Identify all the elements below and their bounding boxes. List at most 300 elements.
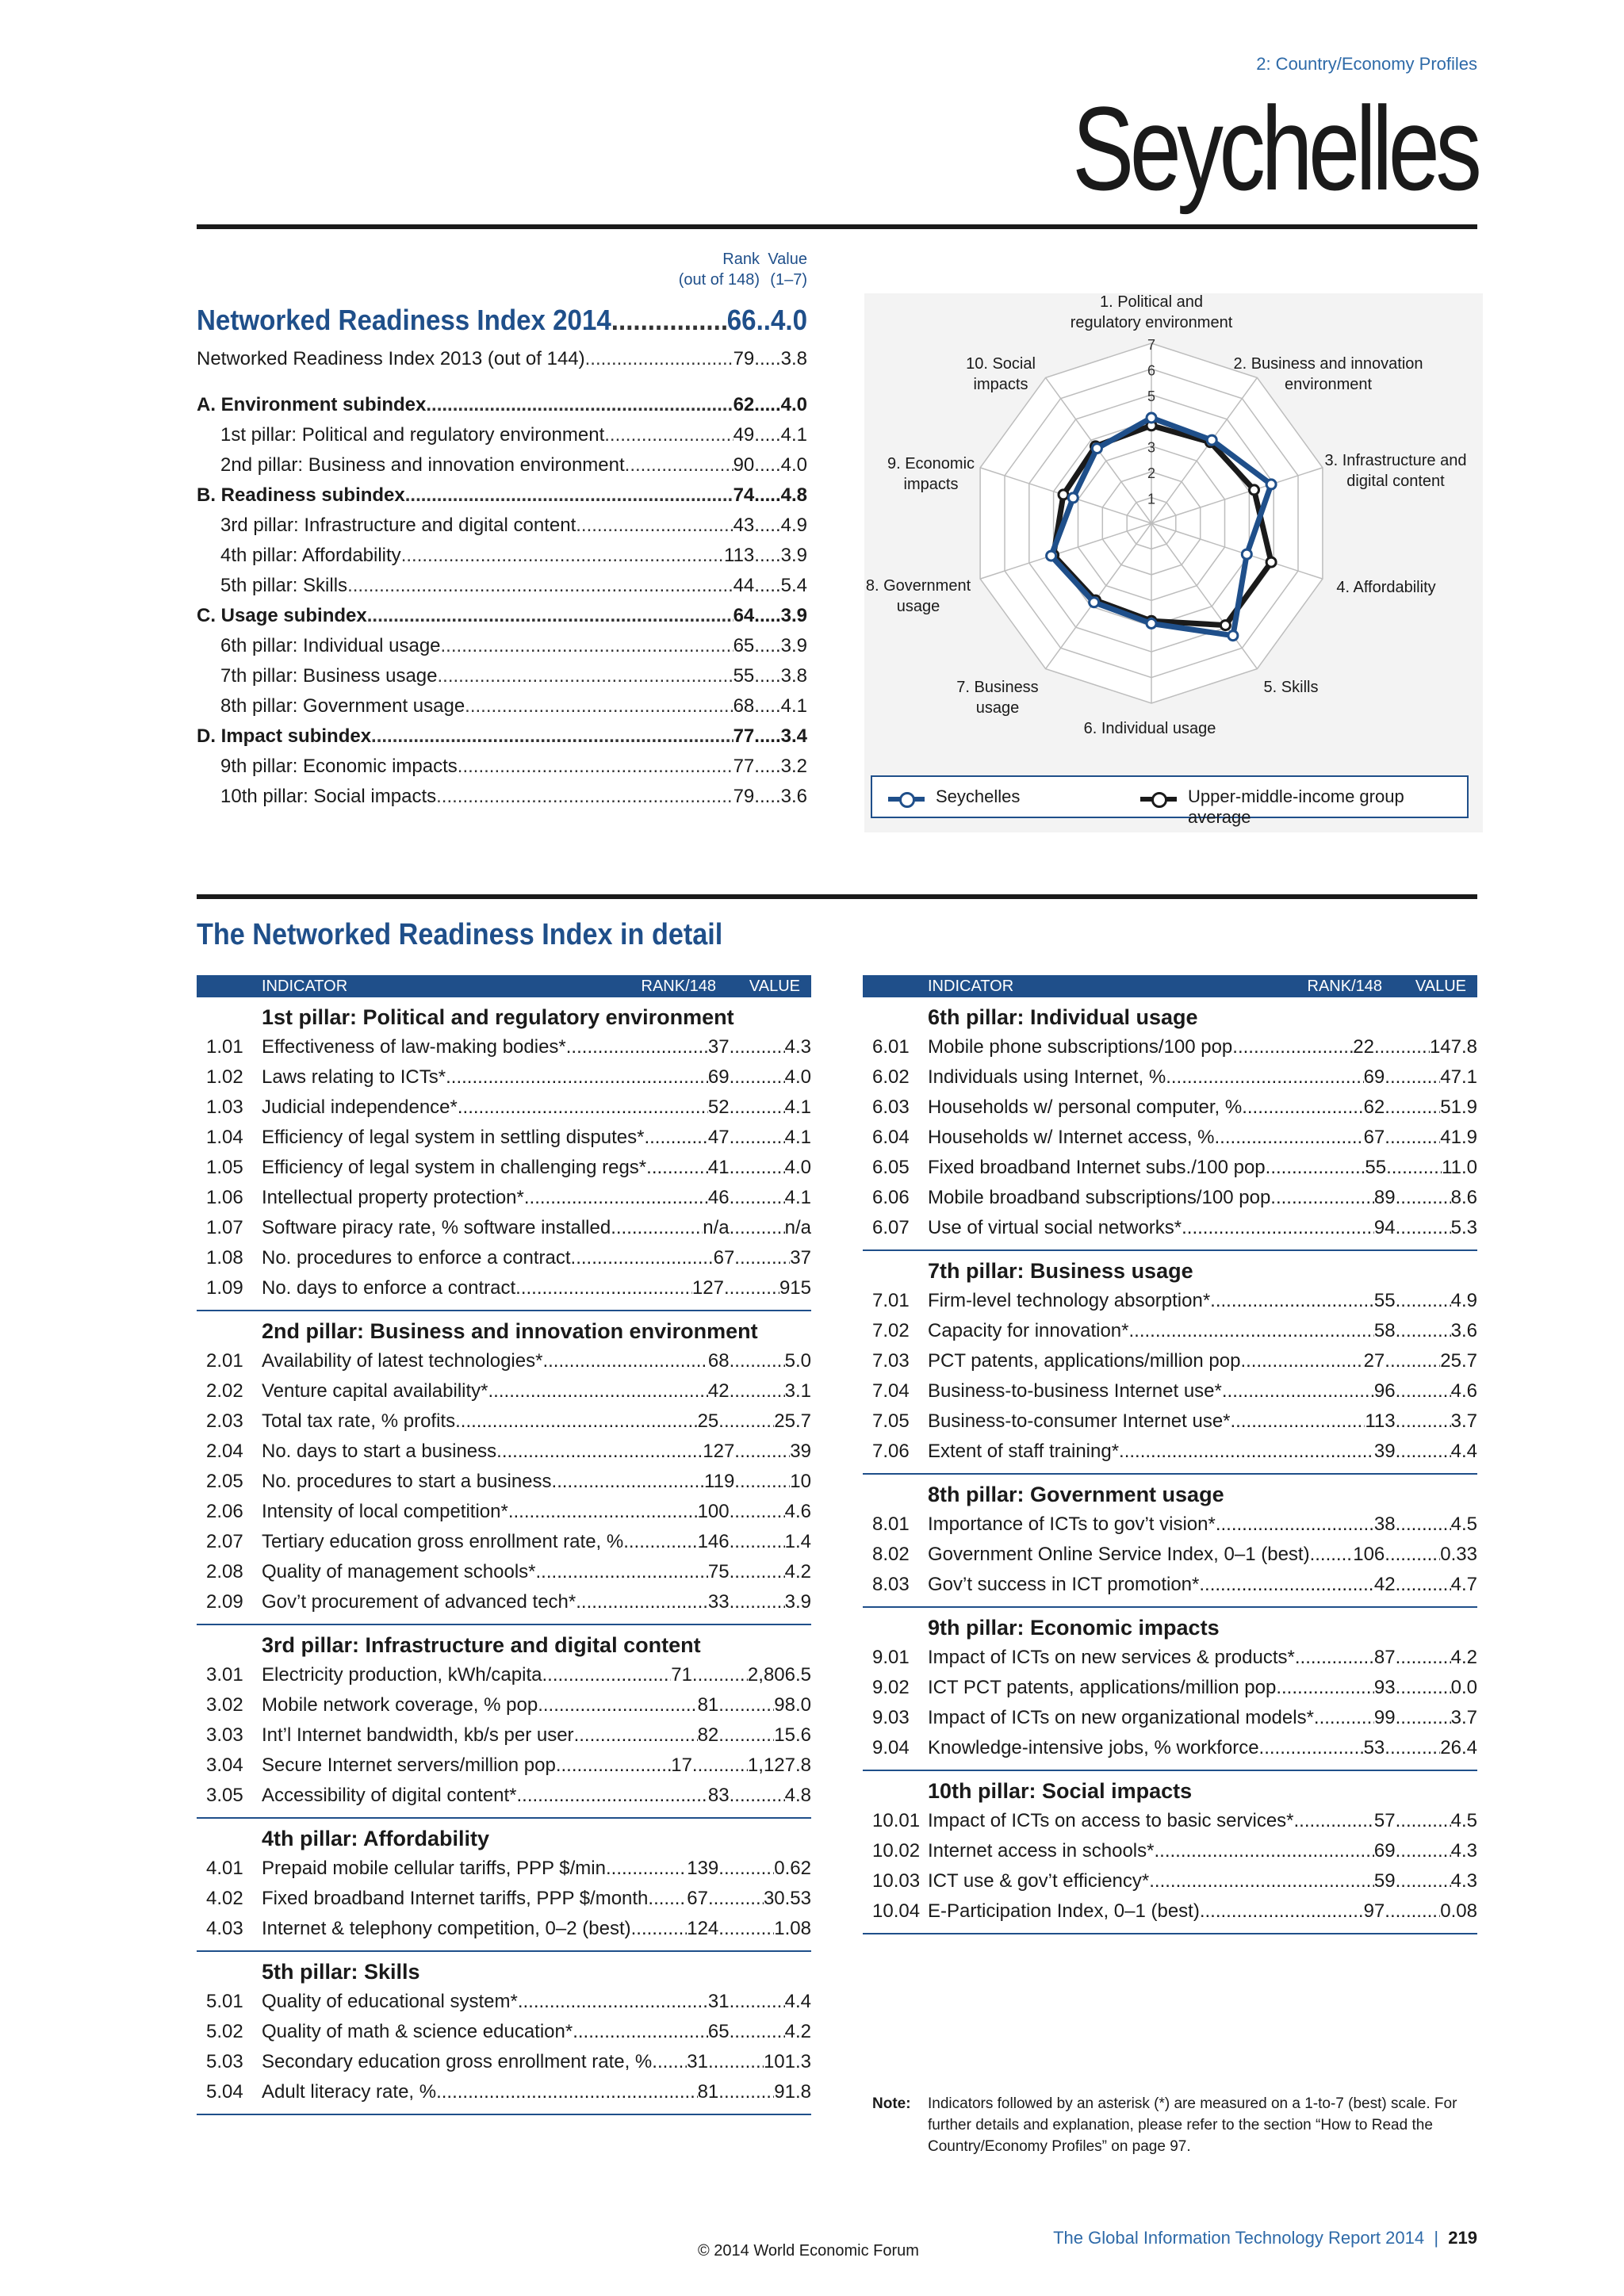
pillar-section bbox=[863, 1475, 1477, 1608]
indicator-label: PCT patents, applications/million pop. bbox=[928, 1350, 1247, 1372]
leader-dots bbox=[611, 1854, 688, 1884]
leader-dots bbox=[1216, 1510, 1374, 1540]
pillar-section bbox=[197, 1311, 811, 1625]
indicator-value: 4.0 bbox=[784, 1157, 811, 1178]
pillar-row bbox=[197, 631, 807, 661]
score-rank: 113 bbox=[724, 545, 755, 566]
pillar-row bbox=[197, 450, 807, 480]
leader-dots bbox=[730, 1781, 785, 1811]
table-row bbox=[863, 1643, 1477, 1673]
indicator-rank: 82 bbox=[697, 1724, 719, 1746]
leader-dots bbox=[455, 1406, 697, 1437]
indicator-value: 41.9 bbox=[1440, 1127, 1477, 1148]
pillar-row bbox=[197, 752, 807, 782]
leader-dots-short: ..... bbox=[754, 424, 781, 446]
indicator-rank: 146 bbox=[697, 1531, 730, 1552]
table-row bbox=[197, 1062, 811, 1093]
score-value: 3.9 bbox=[780, 545, 807, 566]
indicator-number: 2.09 bbox=[206, 1591, 243, 1613]
indicator-value: 4.1 bbox=[784, 1096, 811, 1118]
indicator-number: 5.03 bbox=[206, 2051, 243, 2072]
indicator-number: 2.07 bbox=[206, 1531, 243, 1552]
radar-axis-label bbox=[1031, 718, 1269, 739]
indicator-label: Gov’t procurement of advanced tech* bbox=[262, 1591, 576, 1613]
leader-dots bbox=[730, 1376, 785, 1406]
leader-dots bbox=[571, 1243, 714, 1273]
indicator-label: Effectiveness of law-making bodies* bbox=[262, 1036, 566, 1058]
leader-dots bbox=[426, 390, 733, 420]
pillar-section bbox=[863, 1771, 1477, 1934]
table-row bbox=[197, 1093, 811, 1123]
leader-dots bbox=[1246, 1346, 1363, 1376]
leader-dots-short: ..... bbox=[754, 348, 781, 369]
leader-dots bbox=[1238, 1032, 1353, 1062]
leader-dots bbox=[1199, 1570, 1374, 1600]
axis-label-line: 9. Economic bbox=[887, 455, 975, 473]
axis-label-line: 5. Skills bbox=[1263, 679, 1319, 696]
indicator-rank: 139 bbox=[687, 1858, 719, 1879]
indicator-label: Electricity production, kWh/capita bbox=[262, 1664, 542, 1686]
leader-dots bbox=[566, 1032, 708, 1062]
indicator-number: 10.04 bbox=[872, 1900, 921, 1922]
indicator-number: 9.02 bbox=[872, 1677, 910, 1698]
indicator-rank: 62 bbox=[1363, 1096, 1385, 1118]
indicator-value: 3.1 bbox=[784, 1380, 811, 1402]
axis-label-line: impacts bbox=[973, 376, 1028, 393]
indicator-value: 4.6 bbox=[784, 1501, 811, 1522]
leader-dots bbox=[347, 571, 733, 601]
leader-dots bbox=[496, 1437, 703, 1467]
indicator-number: 9.04 bbox=[872, 1737, 910, 1758]
score-label: 6th pillar: Individual usage bbox=[220, 635, 441, 656]
leader-dots bbox=[1396, 1213, 1451, 1243]
leader-dots-short: ..... bbox=[754, 515, 781, 536]
value-column-header: Value (1–7) bbox=[768, 251, 807, 289]
leader-dots bbox=[1396, 1836, 1451, 1866]
indicator-value: 30.53 bbox=[763, 1888, 811, 1909]
leader-dots bbox=[1231, 1406, 1365, 1437]
indicator-value: 37 bbox=[790, 1247, 811, 1269]
leader-dots bbox=[508, 1497, 698, 1527]
indicator-label: Internet & telephony competition, 0–2 (best) bbox=[262, 1918, 631, 1939]
indicator-label: Capacity for innovation* bbox=[928, 1320, 1129, 1341]
indicator-label: Mobile phone subscriptions/100 pop. bbox=[928, 1036, 1238, 1058]
leader-dots bbox=[730, 1032, 785, 1062]
indicator-value: 4.0 bbox=[784, 1066, 811, 1088]
leader-dots bbox=[542, 1346, 707, 1376]
indicator-number: 3.02 bbox=[206, 1694, 243, 1716]
indicator-rank: 97 bbox=[1363, 1900, 1385, 1922]
pillar-row bbox=[197, 541, 807, 571]
score-rank: 68 bbox=[733, 695, 755, 717]
indicator-rank: 68 bbox=[707, 1350, 730, 1372]
leader-dots bbox=[1166, 1062, 1363, 1093]
indicator-rank: 59 bbox=[1373, 1870, 1396, 1892]
radar-tick-label: 6 bbox=[1147, 362, 1156, 379]
score-value: 3.4 bbox=[780, 725, 807, 747]
leader-dots bbox=[648, 1884, 687, 1914]
axis-label-line: usage bbox=[896, 598, 940, 615]
radar-point bbox=[1228, 631, 1238, 641]
leader-dots bbox=[1259, 1733, 1364, 1763]
score-rank: 66 bbox=[726, 304, 756, 336]
indicator-value: 5.0 bbox=[784, 1350, 811, 1372]
leader-dots-short: ..... bbox=[754, 605, 781, 626]
leader-dots bbox=[1396, 1376, 1451, 1406]
leader-dots bbox=[730, 1093, 785, 1123]
indicator-label: Impact of ICTs on access to basic services* bbox=[928, 1810, 1294, 1831]
table-row bbox=[197, 1213, 811, 1243]
table-row bbox=[863, 1062, 1477, 1093]
leader-dots bbox=[730, 1153, 785, 1183]
indicator-number: 8.02 bbox=[872, 1544, 910, 1565]
indicator-rank: 119 bbox=[704, 1471, 735, 1492]
legend-seychelles-swatch bbox=[888, 797, 925, 802]
indicator-label: Mobile broadband subscriptions/100 pop. bbox=[928, 1187, 1276, 1208]
indicator-number: 1.07 bbox=[206, 1217, 243, 1238]
pillar-section bbox=[863, 1251, 1477, 1475]
indicator-label: Knowledge-intensive jobs, % workforce bbox=[928, 1737, 1259, 1758]
rank-column-header: Rank (out of 148) bbox=[678, 251, 760, 289]
leader-dots bbox=[576, 511, 733, 541]
pillar-title: 4th pillar: Affordability bbox=[262, 1827, 490, 1850]
score-rank: 49 bbox=[733, 424, 755, 446]
indicator-rank: 67 bbox=[713, 1247, 735, 1269]
table-row bbox=[197, 1751, 811, 1781]
leader-dots bbox=[1310, 1540, 1354, 1570]
indicator-number: 10.03 bbox=[872, 1870, 921, 1892]
indicator-value: 4.2 bbox=[784, 2021, 811, 2042]
country-title: Seychelles bbox=[1071, 82, 1477, 215]
axis-label-line: 7. Business bbox=[956, 679, 1039, 696]
leader-dots bbox=[611, 303, 727, 338]
indicator-number: 9.01 bbox=[872, 1647, 910, 1668]
indicator-rank: 58 bbox=[1373, 1320, 1396, 1341]
table-row bbox=[197, 1720, 811, 1751]
indicator-number: 3.01 bbox=[206, 1664, 243, 1686]
indicator-rank: 81 bbox=[697, 2081, 719, 2103]
indicator-label: No. days to start a business bbox=[262, 1441, 497, 1462]
leader-dots-short: ..... bbox=[754, 484, 781, 506]
leader-dots bbox=[1396, 1570, 1451, 1600]
indicator-rank: 41 bbox=[707, 1157, 730, 1178]
radar-point bbox=[1059, 490, 1068, 499]
table-row bbox=[863, 1316, 1477, 1346]
indicator-rank: 71 bbox=[671, 1664, 692, 1686]
indicator-label: Venture capital availability* bbox=[262, 1380, 488, 1402]
leader-dots bbox=[1385, 1540, 1440, 1570]
leader-dots bbox=[436, 2077, 697, 2107]
indicator-rank: 47 bbox=[707, 1127, 730, 1148]
pillar-row bbox=[197, 691, 807, 721]
leader-dots bbox=[573, 2017, 708, 2047]
indicator-value: 91.8 bbox=[774, 2081, 811, 2103]
score-rank: 79 bbox=[733, 786, 755, 807]
indicator-value: 101.3 bbox=[763, 2051, 811, 2072]
detail-table-left bbox=[197, 975, 811, 2115]
footer-report bbox=[1053, 2228, 1477, 2248]
indicator-label: Efficiency of legal system in settling disputes* bbox=[262, 1127, 645, 1148]
pillar-title: 3rd pillar: Infrastructure and digital content bbox=[262, 1633, 701, 1657]
indicator-label: Quality of educational system* bbox=[262, 1991, 518, 2012]
score-label: 4th pillar: Affordability bbox=[220, 545, 401, 566]
indicator-number: 1.02 bbox=[206, 1066, 243, 1088]
nri-2014-row bbox=[197, 303, 807, 338]
leader-dots bbox=[1385, 1896, 1440, 1927]
indicator-value: 4.7 bbox=[1450, 1574, 1477, 1595]
pillar-list bbox=[863, 997, 1477, 1934]
page-number: 219 bbox=[1448, 2228, 1477, 2248]
indicator-value: 1.08 bbox=[774, 1918, 811, 1939]
leader-dots bbox=[1396, 1643, 1451, 1673]
score-rank: 64 bbox=[733, 605, 755, 626]
table-row bbox=[197, 1660, 811, 1690]
indicator-rank: 75 bbox=[707, 1561, 730, 1582]
score-label: Networked Readiness Index 2014 bbox=[197, 304, 611, 336]
score-value: 3.6 bbox=[780, 786, 807, 807]
table-header: INDICATOR RANK/148 VALUE bbox=[197, 975, 811, 997]
leader-dots bbox=[718, 1690, 774, 1720]
table-row bbox=[197, 1690, 811, 1720]
leader-dots bbox=[1215, 1123, 1364, 1153]
leader-dots bbox=[730, 1587, 785, 1617]
leader-dots bbox=[1385, 1346, 1440, 1376]
table-row bbox=[863, 1806, 1477, 1836]
indicator-label: E-Participation Index, 0–1 (best) bbox=[928, 1900, 1200, 1922]
leader-dots bbox=[1294, 1806, 1374, 1836]
table-row bbox=[197, 1987, 811, 2017]
leader-dots bbox=[1154, 1836, 1373, 1866]
pillar-title: 10th pillar: Social impacts bbox=[928, 1779, 1193, 1803]
indicator-rank: 65 bbox=[707, 2021, 730, 2042]
indicator-number: 2.04 bbox=[206, 1441, 243, 1462]
leader-dots bbox=[536, 1557, 708, 1587]
table-row bbox=[863, 1376, 1477, 1406]
indicator-number: 6.04 bbox=[872, 1127, 910, 1148]
radar-point bbox=[1207, 435, 1216, 445]
table-row bbox=[863, 1673, 1477, 1703]
radar-point bbox=[1147, 413, 1156, 423]
pillar-title: 1st pillar: Political and regulatory environment bbox=[262, 1005, 734, 1029]
score-rank: 43 bbox=[733, 515, 755, 536]
table-row bbox=[863, 1437, 1477, 1467]
radar-point bbox=[1250, 485, 1259, 495]
indicator-number: 2.05 bbox=[206, 1471, 243, 1492]
score-label: A. Environment subindex bbox=[197, 394, 427, 415]
indicator-rank: 94 bbox=[1373, 1217, 1396, 1238]
leader-dots bbox=[692, 1660, 748, 1690]
indicator-value: 4.3 bbox=[1450, 1870, 1477, 1892]
note-label: Note: bbox=[872, 2095, 911, 2112]
table-row bbox=[197, 1406, 811, 1437]
score-rank: 77 bbox=[733, 756, 755, 777]
radar-tick-label: 2 bbox=[1147, 465, 1156, 482]
leader-dots bbox=[1396, 1316, 1451, 1346]
radar-point bbox=[1220, 621, 1230, 630]
leader-dots-short: ..... bbox=[754, 635, 781, 656]
pillar-section bbox=[197, 1952, 811, 2115]
leader-dots bbox=[1396, 1806, 1451, 1836]
axis-label-line: 2. Business and innovation bbox=[1233, 355, 1423, 373]
indicator-value: 4.5 bbox=[1450, 1513, 1477, 1535]
radar-point bbox=[1092, 444, 1101, 453]
leader-dots bbox=[561, 1751, 672, 1781]
leader-dots bbox=[1396, 1437, 1451, 1467]
score-label: 8th pillar: Government usage bbox=[220, 695, 465, 717]
leader-dots-short: ..... bbox=[754, 575, 781, 596]
indicator-value: 4.4 bbox=[1450, 1441, 1477, 1462]
indicator-label: Prepaid mobile cellular tariffs, PPP $/min. bbox=[262, 1858, 611, 1879]
score-label: 3rd pillar: Infrastructure and digital content bbox=[220, 515, 576, 536]
score-label: 1st pillar: Political and regulatory environment bbox=[220, 424, 605, 446]
score-rank: 55 bbox=[733, 665, 755, 687]
leader-dots bbox=[1276, 1183, 1374, 1213]
leader-dots bbox=[524, 1183, 708, 1213]
indicator-number: 7.02 bbox=[872, 1320, 910, 1341]
indicator-rank: 127 bbox=[691, 1277, 724, 1299]
leader-dots bbox=[718, 2077, 774, 2107]
leader-dots-short: ..... bbox=[754, 665, 781, 687]
indicator-value: 4.1 bbox=[784, 1127, 811, 1148]
leader-dots bbox=[1222, 1376, 1374, 1406]
axis-label-line: 6. Individual usage bbox=[1083, 720, 1216, 737]
radar-axis-label bbox=[1267, 577, 1505, 598]
indicator-rank: 38 bbox=[1373, 1513, 1396, 1535]
pillar-title: 6th pillar: Individual usage bbox=[928, 1005, 1198, 1029]
score-label: 5th pillar: Skills bbox=[220, 575, 348, 596]
indicator-number: 2.01 bbox=[206, 1350, 243, 1372]
pillar-title: 8th pillar: Government usage bbox=[928, 1483, 1224, 1506]
indicator-label: Tertiary education gross enrollment rate, % bbox=[262, 1531, 624, 1552]
leader-dots bbox=[1200, 1896, 1364, 1927]
indicator-value: 0.62 bbox=[774, 1858, 811, 1879]
indicator-label: Intensity of local competition* bbox=[262, 1501, 508, 1522]
indicator-rank: 99 bbox=[1373, 1707, 1396, 1728]
indicator-label: Quality of math & science education* bbox=[262, 2021, 573, 2042]
indicator-label: Adult literacy rate, % bbox=[262, 2081, 437, 2103]
indicator-value: 0.08 bbox=[1440, 1900, 1477, 1922]
axis-label-line: environment bbox=[1284, 376, 1373, 393]
table-row bbox=[863, 1540, 1477, 1570]
indicator-label: Use of virtual social networks* bbox=[928, 1217, 1182, 1238]
indicator-label: Laws relating to ICTs* bbox=[262, 1066, 446, 1088]
leader-dots bbox=[623, 1527, 697, 1557]
leader-dots bbox=[1281, 1673, 1374, 1703]
table-row bbox=[863, 1153, 1477, 1183]
leader-dots bbox=[1396, 1286, 1451, 1316]
indicator-rank: n/a bbox=[703, 1217, 730, 1238]
indicator-value: 4.4 bbox=[784, 1991, 811, 2012]
indicator-value: 5.3 bbox=[1450, 1217, 1477, 1238]
table-row bbox=[197, 1376, 811, 1406]
leader-dots bbox=[515, 1273, 692, 1303]
score-rank: 77 bbox=[733, 725, 755, 747]
leader-dots bbox=[625, 450, 733, 480]
indicator-rank: 37 bbox=[707, 1036, 730, 1058]
leader-dots-short: ..... bbox=[754, 545, 781, 566]
score-value: 4.8 bbox=[780, 484, 807, 506]
subindex-row bbox=[197, 480, 807, 511]
leader-dots-short: ..... bbox=[754, 695, 781, 717]
indicator-rank: 22 bbox=[1353, 1036, 1374, 1058]
indicator-value: 98.0 bbox=[774, 1694, 811, 1716]
leader-dots bbox=[718, 1854, 774, 1884]
indicator-value: 4.8 bbox=[784, 1785, 811, 1806]
radar-point bbox=[1090, 598, 1099, 607]
indicator-rank: 53 bbox=[1363, 1737, 1385, 1758]
axis-label-line: 10. Social bbox=[966, 355, 1036, 373]
table-row bbox=[197, 1884, 811, 1914]
leader-dots bbox=[1128, 1316, 1373, 1346]
indicator-number: 4.02 bbox=[206, 1888, 243, 1909]
leader-dots bbox=[1396, 1673, 1451, 1703]
leader-dots bbox=[1119, 1437, 1374, 1467]
indicator-number: 2.06 bbox=[206, 1501, 243, 1522]
table-row bbox=[197, 1587, 811, 1617]
axis-label-line: impacts bbox=[903, 476, 959, 493]
score-rank: 90 bbox=[733, 454, 755, 476]
leader-dots bbox=[718, 1914, 774, 1944]
score-value: 3.8 bbox=[780, 665, 807, 687]
leader-dots bbox=[734, 1467, 790, 1497]
table-row bbox=[863, 1896, 1477, 1927]
indicator-value: 4.9 bbox=[1450, 1290, 1477, 1311]
leader-dots bbox=[730, 1183, 785, 1213]
indicator-number: 4.01 bbox=[206, 1858, 243, 1879]
indicator-rank: 87 bbox=[1373, 1647, 1396, 1668]
radar-point bbox=[1147, 619, 1156, 629]
indicator-number: 5.04 bbox=[206, 2081, 243, 2103]
indicator-number: 9.03 bbox=[872, 1707, 910, 1728]
indicator-rank: 69 bbox=[1373, 1840, 1396, 1862]
leader-dots bbox=[1385, 1093, 1440, 1123]
table-row bbox=[197, 1527, 811, 1557]
indicator-label: Efficiency of legal system in challenging regs* bbox=[262, 1157, 647, 1178]
table-row bbox=[863, 1570, 1477, 1600]
table-row bbox=[197, 1153, 811, 1183]
indicator-value: 2,806.5 bbox=[747, 1664, 811, 1686]
indicator-rank: 113 bbox=[1365, 1410, 1396, 1432]
score-label: B. Readiness subindex bbox=[197, 484, 405, 506]
indicator-number: 6.06 bbox=[872, 1187, 910, 1208]
table-row bbox=[863, 1510, 1477, 1540]
table-row bbox=[863, 1093, 1477, 1123]
pillar-section bbox=[863, 997, 1477, 1251]
indicator-rank: 127 bbox=[703, 1441, 735, 1462]
indicator-rank: 46 bbox=[707, 1187, 730, 1208]
leader-dots bbox=[724, 1273, 779, 1303]
table-row bbox=[863, 1183, 1477, 1213]
indicator-number: 2.02 bbox=[206, 1380, 243, 1402]
legend-group-label: Upper-middle-income group average bbox=[1188, 786, 1404, 827]
indicator-number: 7.06 bbox=[872, 1441, 910, 1462]
indicator-value: 4.2 bbox=[1450, 1647, 1477, 1668]
score-value: 4.1 bbox=[780, 424, 807, 446]
leader-dots bbox=[1149, 1866, 1374, 1896]
leader-dots bbox=[552, 1467, 705, 1497]
leader-dots bbox=[730, 1123, 785, 1153]
score-label: Networked Readiness Index 2013 (out of 144) bbox=[197, 348, 585, 369]
leader-dots bbox=[644, 1123, 707, 1153]
indicator-label: Availability of latest technologies* bbox=[262, 1350, 543, 1372]
indicator-label: Government Online Service Index, 0–1 (best) bbox=[928, 1544, 1310, 1565]
indicator-value: 0.33 bbox=[1440, 1544, 1477, 1565]
indicator-label: Judicial independence* bbox=[262, 1096, 458, 1118]
leader-dots bbox=[604, 420, 733, 450]
leader-dots bbox=[436, 782, 733, 812]
indicator-value: 26.4 bbox=[1440, 1737, 1477, 1758]
nri-2013-row bbox=[197, 344, 807, 374]
